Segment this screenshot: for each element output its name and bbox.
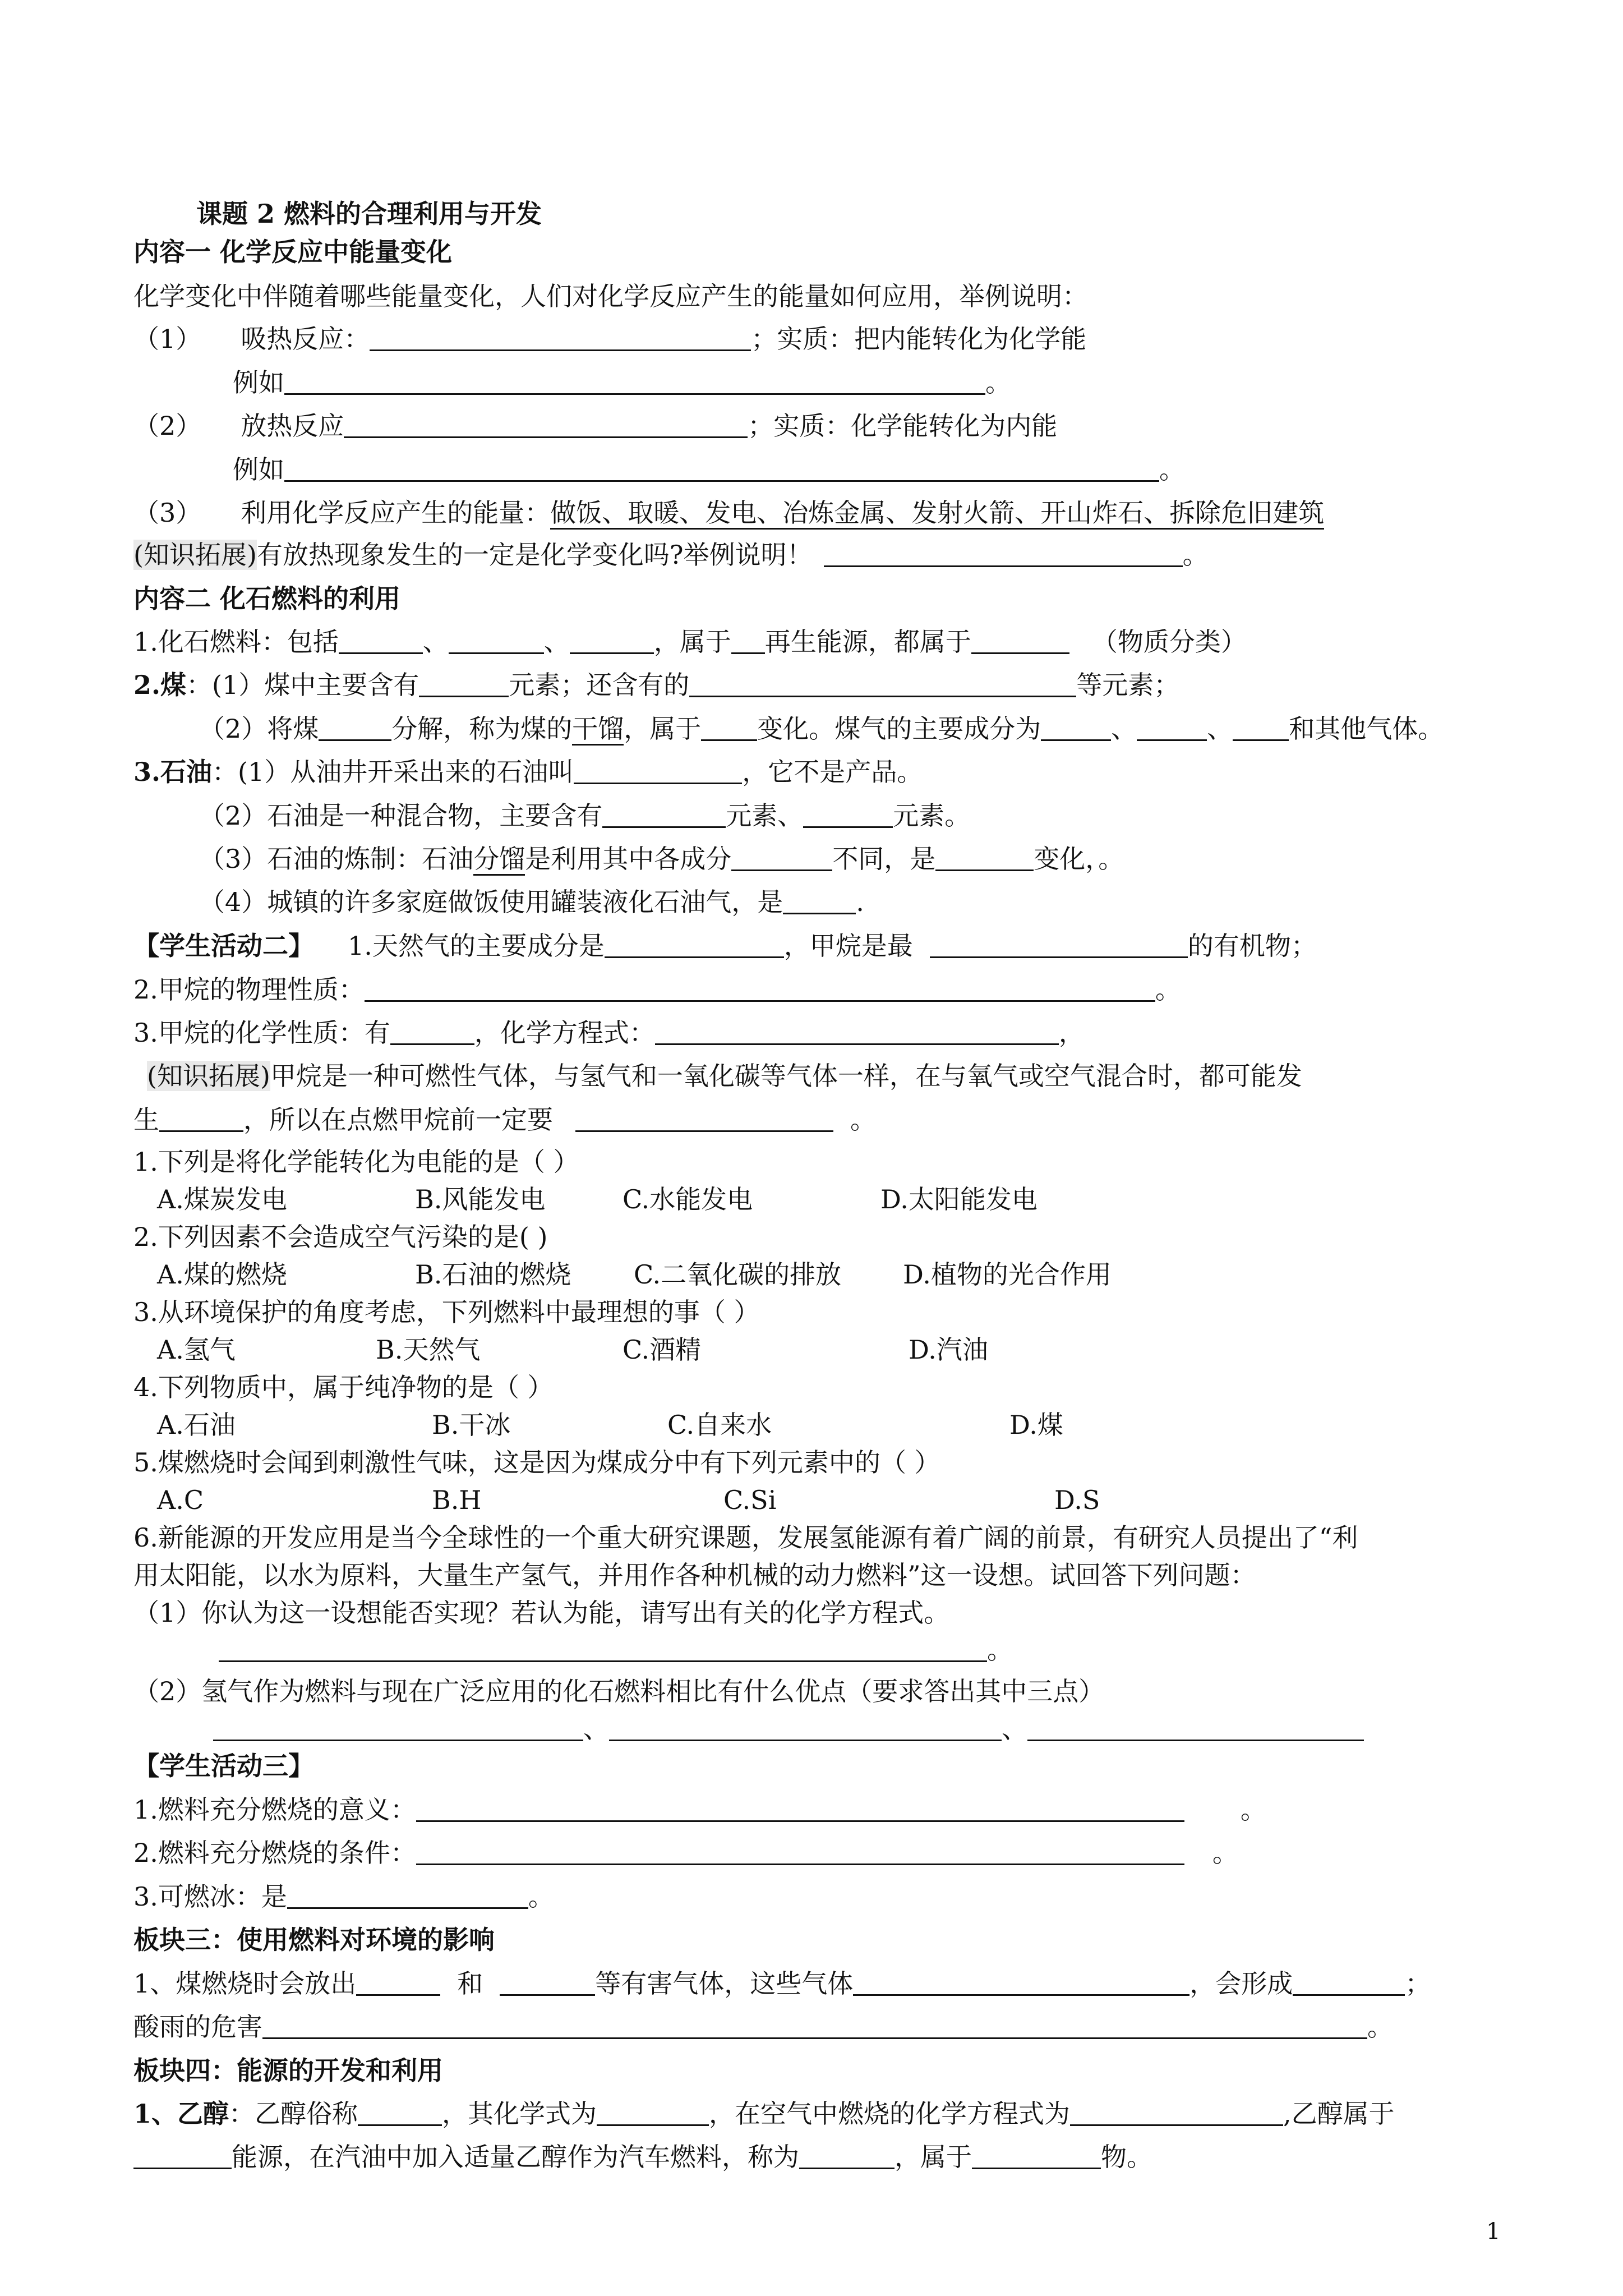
blank-explosion[interactable]	[159, 1105, 243, 1132]
item-3-line: （3） 利用化学反应产生的能量：做饭、取暖、发电、冶炼金属、发射火箭、开山炸石、拆除危旧建筑	[133, 495, 1324, 530]
section-3-line-1: 1、煤燃烧时会放出 和 等有害气体，这些气体 ，会形成 ；	[133, 1968, 1431, 1999]
blank-combustible-ice[interactable]	[287, 1881, 528, 1909]
option-b[interactable]: B.天然气	[376, 1335, 481, 1365]
option-b[interactable]: B.干冰	[432, 1410, 511, 1440]
blank-methane-equation[interactable]	[655, 1018, 1059, 1045]
section-4-heading: 板块四：能源的开发和利用	[133, 2055, 443, 2086]
coal-line-1: 2.煤：(1）煤中主要含有 元素；还含有的 等元素；	[133, 670, 1180, 700]
option-a[interactable]: A.C	[157, 1485, 204, 1515]
activity-2-line-1: 【学生活动二】 1.天然气的主要成分是 ，甲烷是最 的有机物；	[133, 931, 1317, 961]
blank-gas-process[interactable]	[853, 1968, 1189, 1996]
section-4-line-1: 1、乙醇：乙醇俗称 ，其化学式为 ，在空气中燃烧的化学方程式为 ,乙醇属于	[133, 2099, 1395, 2129]
question-6-part-1: （1）你认为这一设想能否实现？若认为能，请写出有关的化学方程式。	[133, 1598, 950, 1628]
blank-gas-2[interactable]	[1137, 714, 1207, 741]
section-4-line-2: 能源，在汽油中加入适量乙醇作为汽车燃料，称为 ，属于 物。	[133, 2139, 1152, 2174]
blank-harmful-gas-2[interactable]	[500, 1968, 595, 1996]
question-6-line-2: 用太阳能，以水为原料，大量生产氢气，并用作各种机械的动力燃料”这一设想。试回答下列问题：	[133, 1560, 1256, 1590]
blank-advantage-2[interactable]	[609, 1714, 1002, 1741]
activity-3-line-1: 1.燃料充分燃烧的意义： 。	[133, 1795, 1266, 1825]
option-d[interactable]: D.太阳能发电	[880, 1184, 1038, 1214]
option-c[interactable]: C.酒精	[623, 1335, 702, 1365]
blank-coal-other[interactable]	[689, 670, 1076, 697]
question-5-stem: 5.煤燃烧时会闻到刺激性气味，这是因为煤成分中有下列元素中的（ ）	[133, 1447, 940, 1478]
section-1-intro: 化学变化中伴随着哪些能量变化，人们对化学反应产生的能量如何应用，举例说明：	[133, 281, 1088, 311]
blank-harmful-gas-1[interactable]	[356, 1968, 440, 1996]
blank-endothermic[interactable]	[370, 324, 751, 351]
item-2-example: 例如 。	[233, 454, 1185, 485]
blank-exothermic-example[interactable]	[284, 454, 1159, 482]
blank-methane[interactable]	[930, 931, 1188, 958]
knowledge-extension-2b: 生 ，所以在点燃甲烷前一定要 。	[133, 1105, 876, 1135]
coal-line-2: （2）将煤 分解，称为煤的干馏，属于 变化。煤气的主要成分为 、 、 和其他气体。	[199, 711, 1444, 746]
oil-line-2: （2）石油是一种混合物，主要含有 元素、 元素。	[199, 800, 971, 831]
activity-3-heading: 【学生活动三】	[133, 1751, 314, 1781]
blank-acid-rain[interactable]	[1293, 1968, 1405, 1996]
knowledge-tag: (知识拓展)	[133, 540, 257, 570]
knowledge-extension-2: (知识拓展)甲烷是一种可燃性气体，与氢气和一氧化碳等气体一样，在与氧气或空气混合时，都可能发	[147, 1061, 1302, 1091]
section-3-heading: 板块三：使用燃料对环境的影响	[133, 1925, 495, 1955]
question-4-stem: 4.下列物质中，属于纯净物的是（ ）	[133, 1372, 554, 1402]
knowledge-tag: (知识拓展)	[147, 1061, 270, 1091]
blank-fossil-2[interactable]	[449, 627, 544, 654]
blank-renewable[interactable]	[731, 627, 765, 654]
blank-gas-1[interactable]	[1041, 714, 1111, 741]
fossil-fuel-line: 1.化石燃料：包括 、 、 ，属于 再生能源，都属于 （物质分类）	[133, 627, 1247, 657]
option-a[interactable]: A.氢气	[157, 1335, 236, 1365]
section-1-heading: 内容一 化学反应中能量变化	[133, 237, 453, 267]
blank-lpg[interactable]	[783, 887, 856, 914]
option-c[interactable]: C.二氧化碳的排放	[634, 1259, 842, 1290]
activity-3-line-2: 2.燃料充分燃烧的条件： 。	[133, 1838, 1238, 1868]
option-c[interactable]: C.水能发电	[623, 1184, 753, 1214]
item-1-line: （1） 吸热反应： ；实质：把内能转化为化学能	[133, 324, 1087, 354]
option-d[interactable]: D.汽油	[909, 1335, 988, 1365]
blank-q6-equation[interactable]	[219, 1635, 987, 1662]
question-6-part-2-answers: 、 、	[213, 1711, 1364, 1746]
oil-line-3: （3）石油的炼制：石油分馏是利用其中各成分 不同，是 变化，。	[199, 841, 1124, 876]
blank-endothermic-example[interactable]	[284, 367, 985, 395]
question-1-stem: 1.下列是将化学能转化为电能的是（ ）	[133, 1147, 579, 1177]
blank-crude-oil[interactable]	[574, 757, 742, 784]
section-3-line-2: 酸雨的危害 。	[133, 2012, 1393, 2042]
item-2-line: （2） 放热反应 ；实质：化学能转化为内能	[133, 411, 1058, 441]
blank-combustion-condition[interactable]	[416, 1838, 1184, 1865]
blank-energy-type[interactable]	[133, 2142, 232, 2169]
blank-substance-type[interactable]	[972, 2142, 1101, 2169]
blank-exothermic[interactable]	[344, 411, 748, 438]
blank-acid-rain-harm[interactable]	[262, 2012, 1367, 2039]
oil-line-1: 3.石油：(1）从油井开采出来的石油叫 ，它不是产品。	[133, 757, 923, 787]
option-b[interactable]: B.H	[432, 1485, 482, 1515]
blank-coal-decompose[interactable]	[319, 714, 391, 741]
blank-oil-element-1[interactable]	[602, 800, 726, 828]
question-6-part-2: （2）氢气作为燃料与现在广泛应用的化石燃料相比有什么优点（要求答出其中三点）	[133, 1676, 1105, 1706]
blank-coal-change[interactable]	[701, 714, 757, 741]
blank-ethanol-common-name[interactable]	[358, 2099, 442, 2126]
page-title: 课题 2 燃料的合理利用与开发	[196, 199, 542, 229]
question-2-stem: 2.下列因素不会造成空气污染的是( )	[133, 1222, 548, 1252]
blank-advantage-3[interactable]	[1027, 1714, 1364, 1741]
activity-2-line-2: 2.甲烷的物理性质： 。	[133, 974, 1181, 1005]
option-a[interactable]: A.煤的燃烧	[157, 1259, 287, 1290]
option-a[interactable]: A.石油	[157, 1410, 236, 1440]
blank-oil-property[interactable]	[731, 844, 832, 871]
question-6-line-1: 6.新能源的开发应用是当今全球性的一个重大研究课题，发展氢能源有着广阔的前景，有研究人员提出了“利	[133, 1522, 1358, 1553]
blank-advantage-1[interactable]	[213, 1714, 583, 1741]
blank-natural-gas[interactable]	[605, 931, 784, 958]
blank-ethanol-gasoline[interactable]	[799, 2142, 895, 2169]
option-c[interactable]: C.自来水	[667, 1410, 772, 1440]
blank-methane-physical[interactable]	[365, 974, 1155, 1002]
option-b[interactable]: B.风能发电	[415, 1184, 546, 1214]
activity-2-line-3: 3.甲烷的化学性质：有 ，化学方程式： ，	[133, 1018, 1085, 1048]
blank-methane-chemical[interactable]	[390, 1018, 474, 1045]
blank-ethanol-formula[interactable]	[597, 2099, 709, 2126]
option-b[interactable]: B.石油的燃烧	[415, 1259, 571, 1290]
question-6-part-1-answer: 。	[219, 1632, 1013, 1667]
blank-fossil-1[interactable]	[339, 627, 423, 654]
blank-fossil-3[interactable]	[570, 627, 654, 654]
blank-ethanol-equation[interactable]	[1070, 2099, 1283, 2126]
blank-oil-element-2[interactable]	[803, 800, 893, 828]
blank-combustion-meaning[interactable]	[416, 1795, 1184, 1822]
blank-classification[interactable]	[971, 627, 1069, 654]
option-c[interactable]: C.Si	[723, 1485, 777, 1515]
blank-gas-3[interactable]	[1233, 714, 1289, 741]
option-d[interactable]: D.煤	[1009, 1410, 1063, 1440]
option-d[interactable]: D.植物的光合作用	[903, 1259, 1112, 1290]
blank-oil-change[interactable]	[935, 844, 1034, 871]
question-3-stem: 3.从环境保护的角度考虑，下列燃料中最理想的事（ ）	[133, 1297, 760, 1327]
option-d[interactable]: D.S	[1054, 1485, 1100, 1515]
activity-3-line-3: 3.可燃冰：是 。	[133, 1881, 554, 1912]
page-number: 1	[1486, 2219, 1501, 2244]
item-1-example: 例如 。	[233, 367, 1011, 398]
option-a[interactable]: A.煤炭发电	[157, 1184, 287, 1214]
knowledge-extension-1: (知识拓展)有放热现象发生的一定是化学变化吗?举例说明！ 。	[133, 540, 1209, 570]
blank-check-purity[interactable]	[575, 1105, 833, 1132]
section-2-heading: 内容二 化石燃料的利用	[133, 583, 401, 614]
oil-line-4: （4）城镇的许多家庭做饭使用罐装液化石油气，是 .	[199, 887, 864, 917]
blank-coal-element[interactable]	[419, 670, 509, 697]
blank-extension-1[interactable]	[824, 540, 1183, 567]
